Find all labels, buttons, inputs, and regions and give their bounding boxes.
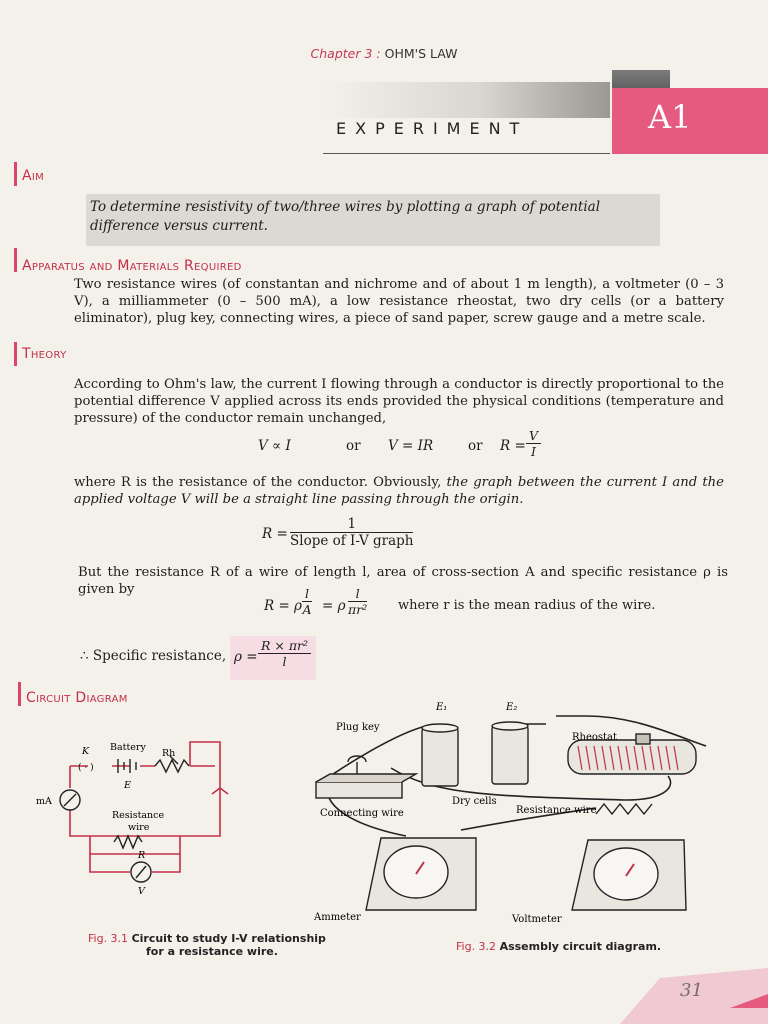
experiment-banner [323, 82, 610, 154]
circuit-schematic [30, 730, 240, 930]
schematic-e-label: E [124, 780, 131, 791]
eq-proportional: V ∝ I [258, 438, 291, 454]
assembly-dry-cells-label: Dry cells [452, 796, 497, 807]
eq-slope-fraction: 1 Slope of I-V graph [290, 516, 414, 549]
page-number: 31 [680, 980, 703, 1001]
schematic-resistance-line2: wire [128, 822, 150, 833]
fig1-text-line2: for a resistance wire. [146, 945, 278, 958]
schematic-ammeter-label: mA [36, 796, 52, 807]
fig2-caption [456, 940, 716, 953]
schematic-key-symbol: ( · ) [78, 763, 94, 773]
apparatus-text: Two resistance wires (of constantan and nichrome and of about 1 m length), a voltmeter (0 – 3 V), a milliammeter (0 – 500 mA), a low resistance rheostat, two dry cells (or a battery eliminator), plug key, connecting wires, a piece of sand paper, screw gauge and a metre scale. [74, 277, 724, 326]
assembly-connecting-wire-label: Connecting wire [320, 808, 404, 819]
schematic-voltmeter-label: V [138, 886, 145, 897]
aim-heading: Aim [22, 168, 45, 184]
schematic-r-label: R [138, 850, 146, 861]
equation-specific-resistance: ρ = $\frac{\text{R × πr²}}{l}$ [234, 640, 324, 680]
equation-ohms-law [258, 428, 558, 472]
experiment-tab-shadow [612, 70, 670, 90]
experiment-code: A1 [648, 98, 692, 136]
assembly-ammeter-label: Ammeter [314, 912, 361, 923]
eq-radius-note: where r is the mean radius of the wire. [398, 598, 656, 613]
fig1-caption [88, 932, 328, 958]
assembly-resistance-wire-label: Resistance wire [516, 805, 597, 816]
assembly-rheostat-label: Rheostat [572, 732, 618, 743]
eq-r-lhs: R = [500, 438, 526, 454]
fig2-text: Assembly circuit diagram. [499, 940, 662, 953]
eq-r-fraction: $\frac{V}{I}$ [526, 428, 541, 459]
apparatus-heading-bar [14, 248, 17, 272]
theory-paragraph-3: But the resistance R of a wire of length l, area of cross-section A and specific resistance ρ is given by [78, 565, 728, 597]
assembly-diagram [296, 696, 736, 928]
theory-paragraph-2: where R is the resistance of the conductor. Obviously, the graph between the current I and the applied voltage V will be a straight line passing through the origin. [74, 475, 724, 507]
chapter-header [0, 46, 768, 61]
schematic-key-label: K [82, 746, 90, 757]
experiment-label: EXPERIMENT [336, 119, 529, 138]
schematic-rheostat-label: Rh [162, 748, 176, 759]
fig1-text-line1: Circuit to study I-V relationship [131, 932, 326, 945]
equation-resistance-slope: R = 1 Slope of I-V graph [262, 516, 414, 549]
assembly-plug-key-label: Plug key [336, 722, 380, 733]
eq-or-1: or [346, 438, 361, 454]
circuit-heading-bar [18, 682, 21, 706]
aim-text: To determine resistivity of two/three wires by plotting a graph of potential difference versus current. [90, 199, 601, 234]
chapter-name: OHM'S LAW [384, 46, 458, 61]
chapter-separator: : [376, 46, 381, 61]
specific-resistance-label: ∴ Specific resistance, [80, 648, 227, 664]
apparatus-heading: Apparatus and Materials Required [22, 258, 242, 274]
equation-resistivity: R = ρ $\frac{l}{A}$ = ρ $\frac{l}{\text{πr²}}$ where r is the mean radius of the wire. [264, 586, 656, 617]
theory-paragraph-1: According to Ohm's law, the current I flowing through a conductor is directly proportional to the potential difference V applied across its ends provided the physical conditions (temperature and pressure) of the conductor remain unchanged, [74, 377, 724, 426]
theory-heading: Theory [22, 346, 67, 362]
fig2-label: Fig. 3.2 [456, 940, 497, 953]
fig1-label: Fig. 3.1 [88, 932, 129, 945]
assembly-voltmeter-label: Voltmeter [512, 914, 562, 925]
circuit-heading: Circuit Diagram [26, 690, 128, 706]
theory-heading-bar [14, 342, 17, 366]
schematic-battery-label: Battery [110, 742, 146, 753]
assembly-e2-label: E₂ [506, 702, 518, 713]
eq-or-2: or [468, 438, 483, 454]
chapter-number: Chapter 3 [310, 46, 373, 61]
aim-heading-bar [14, 162, 17, 186]
eq-vir: V = IR [388, 438, 434, 454]
schematic-resistance-line1: Resistance [112, 810, 165, 821]
assembly-e1-label: E₁ [436, 702, 448, 713]
